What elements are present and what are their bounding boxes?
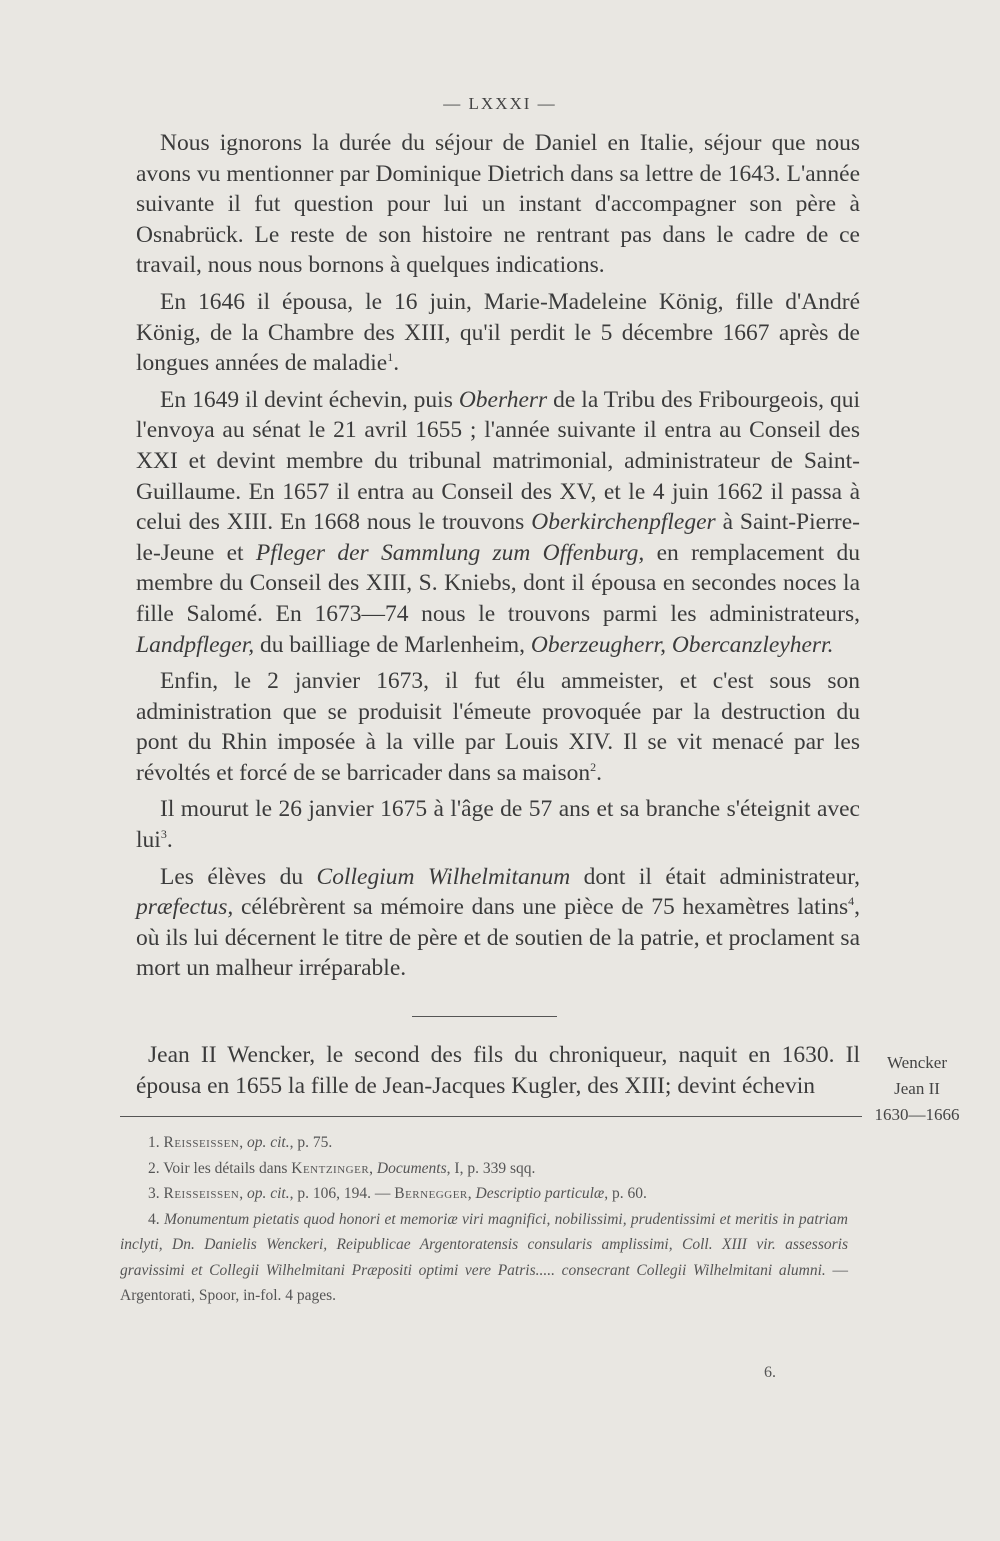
margin-note-dates: 1630—1666 — [874, 1105, 960, 1124]
paragraph-1: Nous ignorons la durée du séjour de Daniel en Italie, séjour que nous avons vu mentionner par Dominique Dietrich dans sa lettre de 1643. L'année suivante il fut question pour lui un instant d'accompagner son père à Osnabrück. Le reste de son histoire ne rentrant pas dans le cadre de ce travail, nous nous bornons à quelques indications. — [136, 130, 860, 279]
footnote-2: 2. Voir les détails dans Kentzinger, Documents, I, p. 339 sqq. — [148, 1159, 536, 1177]
footnote-ref-3[interactable]: 3 — [160, 827, 167, 842]
margin-note-name: Wencker — [887, 1053, 947, 1072]
footnote-ref-4[interactable]: 4 — [848, 894, 855, 909]
paragraph-2: En 1646 il épousa, le 16 juin, Marie-Madeleine König, fille d'André König, de la Chambre des XIII, qu'il perdit le 5 décembre 1667 après de longues années de maladie$^1$. — [136, 288, 860, 377]
footnotes — [120, 1130, 848, 1309]
section-divider — [412, 1016, 557, 1017]
paragraph-5: Il mourut le 26 janvier 1675 à l'âge de 57 ans et sa branche s'éteignit avec lui$^3$. — [136, 796, 860, 854]
footnote-1: 1. Reisseissen, op. cit., p. 75. — [148, 1134, 333, 1151]
paragraph-4: Enfin, le 2 janvier 1673, il fut élu ammeister, et c'est sous son administration que se produisit l'émeute provoquée par la destruction du pont du Rhin imposée à la ville par Louis XIV. Il se vit menacé par les révoltés et forcé de se barricader dans sa maison$^2$. — [136, 668, 860, 786]
page-number: 6. — [764, 1364, 776, 1381]
margin-note-forename: Jean II — [894, 1079, 940, 1098]
footnote-ref-1[interactable]: 1 — [387, 350, 394, 365]
main-text — [136, 128, 860, 990]
paragraph-7: Jean II Wencker, le second des fils du chroniqueur, naquit en 1630. Il épousa en 1655 la fille de Jean-Jacques Kugler, des XIII; devint échevin — [136, 1042, 860, 1099]
footnote-rule — [120, 1116, 862, 1117]
paragraph-6: Les élèves du Collegium Wilhelmitanum dont il était administrateur, præfectus, célébrèrent sa mémoire dans une pièce de 75 hexamètres latins$^4$, où ils lui décernent le titre de père et de soutien de la patrie, et proclament sa mort un malheur irréparable. — [136, 863, 860, 982]
footnote-ref-2[interactable]: 2 — [590, 760, 597, 775]
jean-ii-section — [136, 1040, 860, 1101]
margin-note — [862, 1050, 972, 1128]
footnote-3: 3. Reisseissen, op. cit., p. 106, 194. — Bernegger, Descriptio particulæ, p. 60. — [148, 1185, 647, 1202]
running-head: — LXXXI — — [443, 94, 557, 113]
paragraph-3: En 1649 il devint échevin, puis Oberherr de la Tribu des Fribourgeois, qui l'envoya au sénat le 21 avril 1655 ; l'année suivante il entra au Conseil des XXI et devint membre du tribunal matrimonial, administrateur de Saint-Guillaume. En 1657 il entra au Conseil des XV, et le 4 juin 1662 il passa à celui des XIII. En 1668 nous le trouvons Oberkirchenpfleger à Saint-Pierre-le-Jeune et Pfleger der Sammlung zum Offenburg, en remplacement du membre du Conseil des XIII, S. Kniebs, dont il épousa en secondes noces la fille Salomé. En 1673—74 nous le trouvons parmi les administrateurs, Landpfleger, du bailliage de Marlenheim, Oberzeugherr, Obercanzleyherr. — [136, 386, 860, 658]
footnote-4: 4. Monumentum pietatis quod honori et memoriæ viri magnifici, nobilissimi, prudentissimi et meritis in patriam inclyti, Dn. Danielis Wenckeri, Reipublicae Argentoratensis consularis amplissimi, Coll. XIII vir. assessoris gravissimi et Collegii Wilhelmitani Præpositi optimi vere Patris..... consecrant Collegii Wilhelmitani alumni. — Argentorati, Spoor, in-fol. 4 pages. — [120, 1210, 848, 1304]
